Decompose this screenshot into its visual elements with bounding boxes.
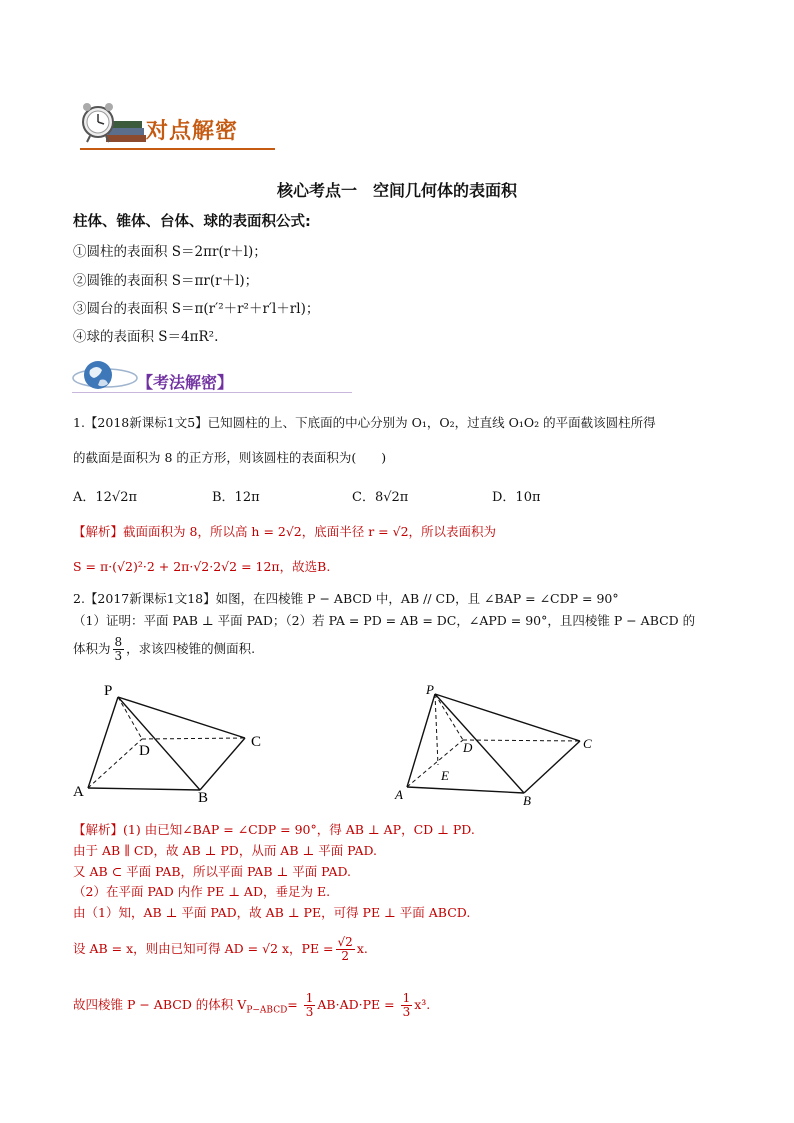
q1-option-b: B．12π (212, 490, 260, 505)
label-c: C (583, 736, 592, 751)
q2-line1: 2.【2017新课标1文18】如图，在四棱锥 P − ABCD 中，AB // CD，且 ∠BAP = ∠CDP = 90° (73, 591, 619, 606)
globe-icon (70, 358, 140, 394)
q1-option-c: C．8√2π (352, 490, 409, 505)
q2-line3: 体积为 $\frac{8}{3}$ ，求该四棱锥的侧面积. (73, 635, 256, 663)
kaofa-title: 【考法解密】 (137, 373, 234, 392)
edge-ab (88, 788, 200, 790)
edge-ab (407, 787, 524, 793)
q2-solution-line4: （2）在平面 PAD 内作 PE ⊥ AD，垂足为 E. (73, 884, 331, 899)
q1-line2: 的截面是面积为 8 的正方形，则该圆柱的表面积为( ) (73, 450, 387, 465)
alarm-clock-and-books-icon (78, 98, 148, 148)
q2-solution-line1: 【解析】(1) 由已知∠BAP = ∠CDP = 90°，得 AB ⊥ AP，CD ⊥ PD. (73, 822, 475, 837)
edge-pd (435, 694, 463, 740)
formula-item: ④球的表面积 S＝4πR². (73, 329, 219, 345)
label-d: D (463, 740, 473, 755)
edge-ad (407, 740, 463, 787)
q1-option-d: D．10π (492, 490, 541, 505)
q1-solution-tag: 【解析】 (73, 524, 124, 539)
fraction: $\frac{1}{3}$ (305, 991, 314, 1019)
formula-item: ③圆台的表面积 S＝π(r′²＋r²＋r′l＋rl)； (73, 301, 320, 317)
q2-solution-line5: 由（1）知，AB ⊥ 平面 PAD，故 AB ⊥ PE，可得 PE ⊥ 平面 ABCD. (73, 905, 471, 920)
edge-pa (88, 697, 118, 788)
label-p: P (426, 682, 434, 697)
edge-dc (142, 738, 245, 739)
banner-title: 对点解密 (146, 119, 239, 144)
q1-solution-line2: S = π·(√2)²·2 + 2π·√2·2√2 = 12π，故选B. (73, 559, 331, 574)
edge-pe (435, 694, 438, 765)
q2-solution-tag: 【解析】 (73, 822, 124, 837)
fraction: $\frac{√2}{2}$ (337, 935, 353, 963)
section-title: 核心考点一 空间几何体的表面积 (276, 181, 517, 200)
banner-underline (80, 148, 275, 150)
label-p: P (104, 683, 113, 699)
edge-pc (118, 697, 245, 738)
edge-dc (463, 740, 580, 741)
formula-item: ①圆柱的表面积 S＝2πr(r＋l)； (73, 244, 267, 260)
fraction: $\frac{1}{3}$ (402, 991, 411, 1019)
label-e: E (441, 768, 449, 783)
pyramid-figure-1 (70, 680, 280, 805)
q1-answer: B (317, 559, 327, 574)
pyramid-figure-2 (390, 680, 610, 810)
q2-solution-line6: 设 AB = x，则由已知可得 AD = √2 x，PE = $\frac{√2}{2}$ x. (73, 935, 368, 963)
label-a: A (395, 787, 403, 802)
label-d: D (139, 743, 150, 759)
kaofa-underline (72, 392, 352, 393)
q1-solution-line1: 【解析】截面面积为 8，所以高 h = 2√2，底面半径 r = √2，所以表面积为 (73, 524, 497, 539)
label-c: C (251, 734, 262, 750)
q1-source: 1.【2018新课标1文5】 (73, 415, 208, 430)
edge-bc (200, 738, 245, 790)
edge-bc (524, 741, 580, 793)
edge-pa (407, 694, 435, 787)
q2-source: 2.【2017新课标1文18】 (73, 591, 216, 606)
q1-line1 (73, 413, 656, 433)
label-b: B (523, 793, 531, 808)
fraction: $\frac{8}{3}$ (114, 635, 123, 663)
q1-text: 已知圆柱的上、下底面的中心分别为 O₁，O₂，过直线 O₁O₂ 的平面截该圆柱所得 (207, 415, 656, 430)
q2-line2: （1）证明：平面 PAB ⊥ 平面 PAD；（2）若 PA = PD = AB = DC，∠APD = 90°，且四棱锥 P − ABCD 的 (73, 613, 696, 628)
q2-solution-line3: 又 AB ⊂ 平面 PAB，所以平面 PAB ⊥ 平面 PAD. (73, 864, 352, 879)
q2-solution-line2: 由于 AB ∥ CD，故 AB ⊥ PD，从而 AB ⊥ 平面 PAD. (73, 843, 378, 858)
formula-heading: 柱体、锥体、台体、球的表面积公式: (73, 214, 311, 230)
q1-option-a: A．12√2π (73, 490, 138, 505)
formula-item: ②圆锥的表面积 S＝πr(r＋l)； (73, 273, 259, 289)
q2-solution-line7: 故四棱锥 P − ABCD 的体积 $V_{P-ABCD}=$ $\frac{1}{3}$ AB·AD·PE = $\frac{1}{3}$ x³. (73, 991, 431, 1019)
label-b: B (198, 790, 209, 805)
label-a: A (73, 784, 84, 800)
